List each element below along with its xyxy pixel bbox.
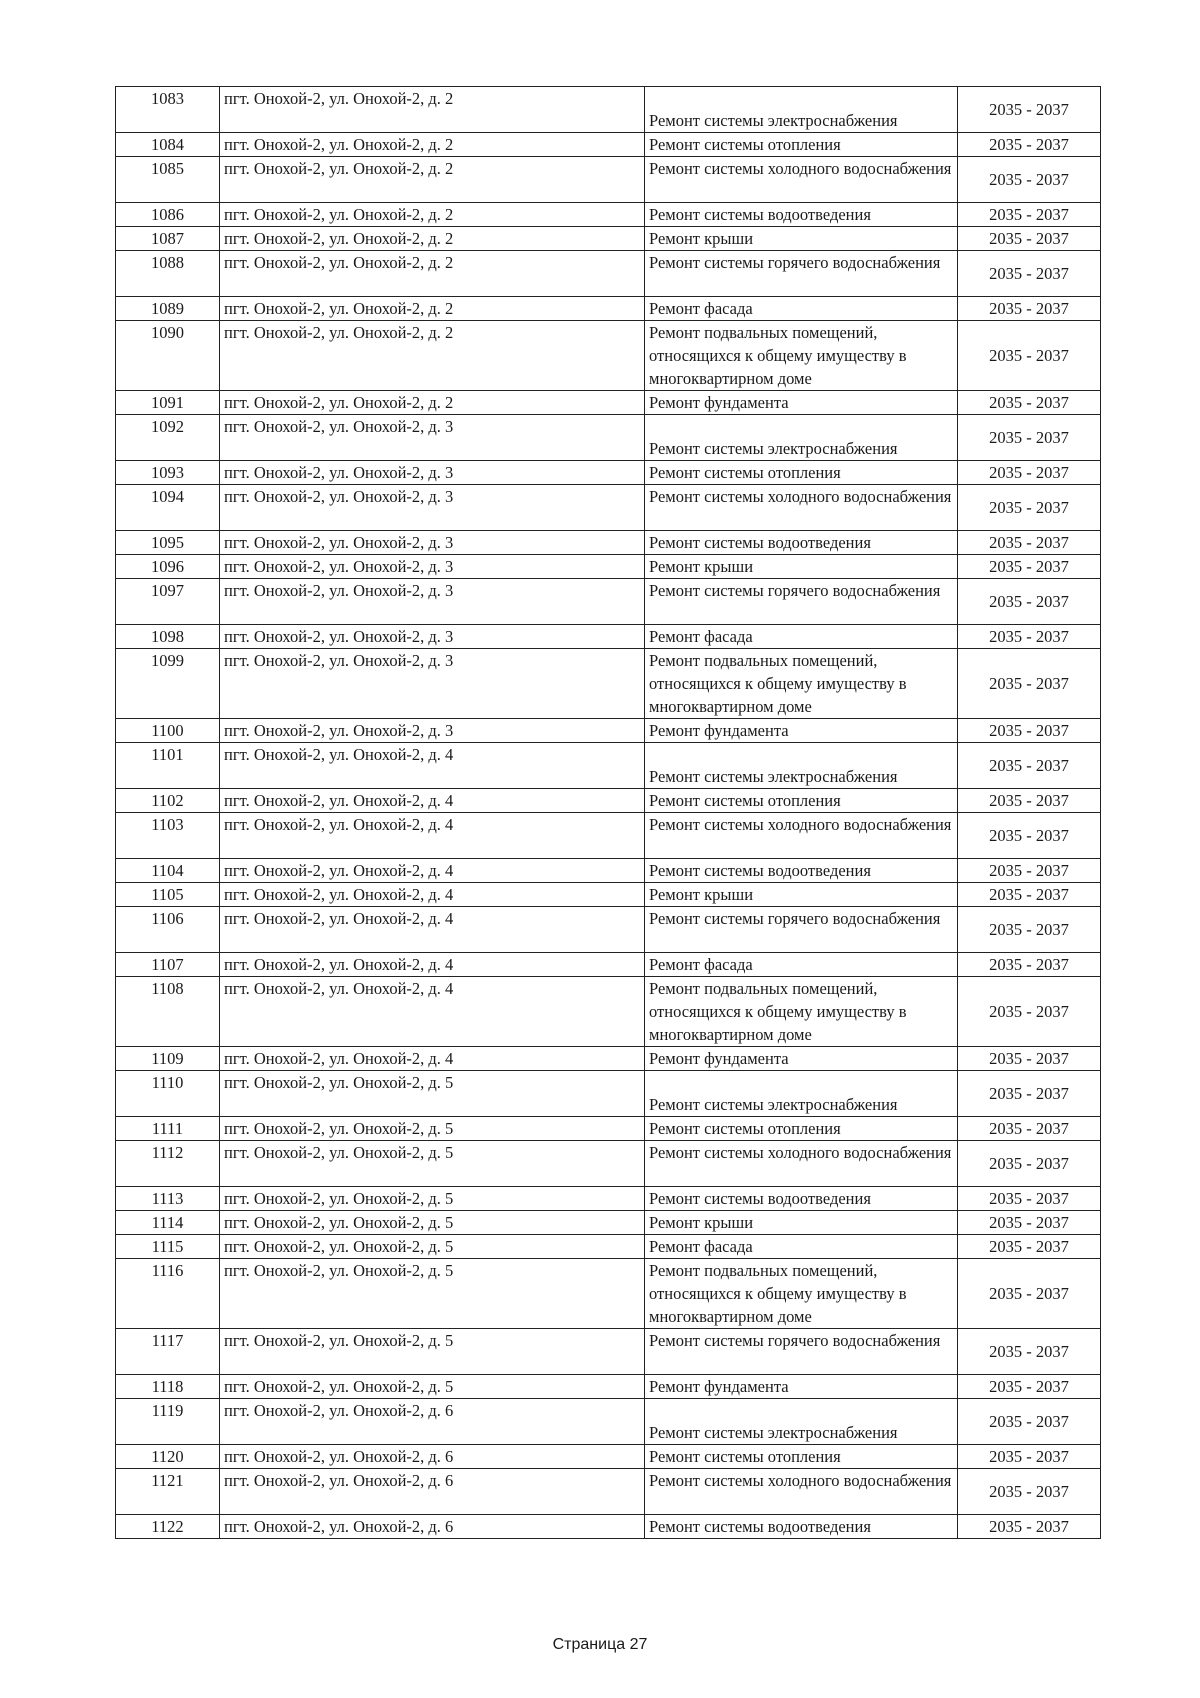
work-type-cell: Ремонт фундамента [645,1047,958,1071]
work-type-cell: Ремонт системы электроснабжения [645,415,958,461]
table-row [116,859,1101,883]
period-cell: 2035 - 2037 [958,391,1101,415]
address-cell: пгт. Онохой-2, ул. Онохой-2, д. 2 [220,227,645,251]
period-cell: 2035 - 2037 [958,133,1101,157]
page-number: Страница 27 [552,1636,648,1653]
table-row [116,203,1101,227]
row-number-cell: 1098 [116,625,220,649]
period-cell: 2035 - 2037 [958,1375,1101,1399]
work-type-cell: Ремонт системы отопления [645,133,958,157]
work-type-cell: Ремонт фасада [645,625,958,649]
row-number-cell: 1116 [116,1259,220,1329]
table-row [116,1515,1101,1539]
period-cell: 2035 - 2037 [958,719,1101,743]
row-number-cell: 1102 [116,789,220,813]
row-number-cell: 1112 [116,1141,220,1187]
table-row [116,1071,1101,1117]
row-number-cell: 1110 [116,1071,220,1117]
table-row [116,157,1101,203]
work-type-cell: Ремонт подвальных помещений, относящихся к общему имуществу в многоквартирном доме [645,1259,958,1329]
work-type-cell: Ремонт системы электроснабжения [645,87,958,133]
address-cell: пгт. Онохой-2, ул. Онохой-2, д. 2 [220,203,645,227]
work-type-cell: Ремонт системы холодного водоснабжения [645,1141,958,1187]
table-row [116,297,1101,321]
period-cell: 2035 - 2037 [958,1445,1101,1469]
table-row [116,907,1101,953]
work-type-cell: Ремонт системы отопления [645,1445,958,1469]
work-type-cell: Ремонт системы горячего водоснабжения [645,579,958,625]
row-number-cell: 1101 [116,743,220,789]
table-row [116,1235,1101,1259]
work-type-cell: Ремонт системы горячего водоснабжения [645,251,958,297]
address-cell: пгт. Онохой-2, ул. Онохой-2, д. 3 [220,625,645,649]
address-cell: пгт. Онохой-2, ул. Онохой-2, д. 2 [220,251,645,297]
work-type-cell: Ремонт системы водоотведения [645,1515,958,1539]
address-cell: пгт. Онохой-2, ул. Онохой-2, д. 5 [220,1071,645,1117]
row-number-cell: 1100 [116,719,220,743]
period-cell: 2035 - 2037 [958,1187,1101,1211]
row-number-cell: 1114 [116,1211,220,1235]
table-row [116,883,1101,907]
address-cell: пгт. Онохой-2, ул. Онохой-2, д. 6 [220,1445,645,1469]
row-number-cell: 1105 [116,883,220,907]
work-type-cell: Ремонт системы электроснабжения [645,743,958,789]
address-cell: пгт. Онохой-2, ул. Онохой-2, д. 5 [220,1211,645,1235]
period-cell: 2035 - 2037 [958,813,1101,859]
table-row [116,133,1101,157]
period-cell: 2035 - 2037 [958,907,1101,953]
work-type-cell: Ремонт крыши [645,883,958,907]
row-number-cell: 1121 [116,1469,220,1515]
period-cell: 2035 - 2037 [958,789,1101,813]
period-cell: 2035 - 2037 [958,1235,1101,1259]
table-row [116,1047,1101,1071]
table-row [116,227,1101,251]
period-cell: 2035 - 2037 [958,1071,1101,1117]
table-row [116,87,1101,133]
row-number-cell: 1083 [116,87,220,133]
row-number-cell: 1107 [116,953,220,977]
address-cell: пгт. Онохой-2, ул. Онохой-2, д. 4 [220,1047,645,1071]
address-cell: пгт. Онохой-2, ул. Онохой-2, д. 3 [220,555,645,579]
period-cell: 2035 - 2037 [958,1329,1101,1375]
address-cell: пгт. Онохой-2, ул. Онохой-2, д. 4 [220,813,645,859]
table-row [116,1187,1101,1211]
row-number-cell: 1091 [116,391,220,415]
table-row [116,719,1101,743]
address-cell: пгт. Онохой-2, ул. Онохой-2, д. 5 [220,1187,645,1211]
address-cell: пгт. Онохой-2, ул. Онохой-2, д. 4 [220,977,645,1047]
period-cell: 2035 - 2037 [958,953,1101,977]
row-number-cell: 1086 [116,203,220,227]
work-type-cell: Ремонт подвальных помещений, относящихся к общему имуществу в многоквартирном доме [645,321,958,391]
address-cell: пгт. Онохой-2, ул. Онохой-2, д. 4 [220,859,645,883]
table-row [116,977,1101,1047]
address-cell: пгт. Онохой-2, ул. Онохой-2, д. 3 [220,461,645,485]
work-type-cell: Ремонт крыши [645,1211,958,1235]
row-number-cell: 1097 [116,579,220,625]
period-cell: 2035 - 2037 [958,977,1101,1047]
row-number-cell: 1095 [116,531,220,555]
address-cell: пгт. Онохой-2, ул. Онохой-2, д. 4 [220,789,645,813]
row-number-cell: 1090 [116,321,220,391]
address-cell: пгт. Онохой-2, ул. Онохой-2, д. 3 [220,531,645,555]
period-cell: 2035 - 2037 [958,227,1101,251]
period-cell: 2035 - 2037 [958,1211,1101,1235]
period-cell: 2035 - 2037 [958,415,1101,461]
row-number-cell: 1092 [116,415,220,461]
address-cell: пгт. Онохой-2, ул. Онохой-2, д. 3 [220,719,645,743]
work-type-cell: Ремонт системы горячего водоснабжения [645,1329,958,1375]
work-type-cell: Ремонт фасада [645,297,958,321]
table-row [116,625,1101,649]
table-row [116,813,1101,859]
work-type-cell: Ремонт крыши [645,555,958,579]
period-cell: 2035 - 2037 [958,1047,1101,1071]
address-cell: пгт. Онохой-2, ул. Онохой-2, д. 2 [220,297,645,321]
work-type-cell: Ремонт системы холодного водоснабжения [645,1469,958,1515]
period-cell: 2035 - 2037 [958,461,1101,485]
period-cell: 2035 - 2037 [958,1399,1101,1445]
address-cell: пгт. Онохой-2, ул. Онохой-2, д. 6 [220,1399,645,1445]
work-type-cell: Ремонт системы водоотведения [645,203,958,227]
row-number-cell: 1103 [116,813,220,859]
address-cell: пгт. Онохой-2, ул. Онохой-2, д. 2 [220,157,645,203]
row-number-cell: 1087 [116,227,220,251]
address-cell: пгт. Онохой-2, ул. Онохой-2, д. 3 [220,415,645,461]
row-number-cell: 1122 [116,1515,220,1539]
works-table [115,86,1101,1539]
table-row [116,743,1101,789]
table-row [116,1141,1101,1187]
address-cell: пгт. Онохой-2, ул. Онохой-2, д. 4 [220,907,645,953]
table-row [116,485,1101,531]
address-cell: пгт. Онохой-2, ул. Онохой-2, д. 5 [220,1375,645,1399]
address-cell: пгт. Онохой-2, ул. Онохой-2, д. 5 [220,1141,645,1187]
row-number-cell: 1108 [116,977,220,1047]
table-row [116,415,1101,461]
period-cell: 2035 - 2037 [958,203,1101,227]
period-cell: 2035 - 2037 [958,883,1101,907]
table-row [116,1329,1101,1375]
period-cell: 2035 - 2037 [958,859,1101,883]
address-cell: пгт. Онохой-2, ул. Онохой-2, д. 3 [220,579,645,625]
work-type-cell: Ремонт системы горячего водоснабжения [645,907,958,953]
row-number-cell: 1115 [116,1235,220,1259]
table-row [116,953,1101,977]
work-type-cell: Ремонт системы холодного водоснабжения [645,485,958,531]
row-number-cell: 1111 [116,1117,220,1141]
table-row [116,391,1101,415]
address-cell: пгт. Онохой-2, ул. Онохой-2, д. 6 [220,1469,645,1515]
table-row [116,1259,1101,1329]
work-type-cell: Ремонт фасада [645,1235,958,1259]
address-cell: пгт. Онохой-2, ул. Онохой-2, д. 4 [220,883,645,907]
address-cell: пгт. Онохой-2, ул. Онохой-2, д. 2 [220,133,645,157]
table-row [116,1445,1101,1469]
row-number-cell: 1089 [116,297,220,321]
row-number-cell: 1096 [116,555,220,579]
period-cell: 2035 - 2037 [958,485,1101,531]
row-number-cell: 1119 [116,1399,220,1445]
period-cell: 2035 - 2037 [958,1515,1101,1539]
address-cell: пгт. Онохой-2, ул. Онохой-2, д. 2 [220,87,645,133]
work-type-cell: Ремонт подвальных помещений, относящихся к общему имуществу в многоквартирном доме [645,649,958,719]
table-row [116,321,1101,391]
work-type-cell: Ремонт системы водоотведения [645,1187,958,1211]
work-type-cell: Ремонт системы отопления [645,789,958,813]
period-cell: 2035 - 2037 [958,1259,1101,1329]
row-number-cell: 1088 [116,251,220,297]
row-number-cell: 1109 [116,1047,220,1071]
work-type-cell: Ремонт фундамента [645,1375,958,1399]
period-cell: 2035 - 2037 [958,1117,1101,1141]
table-row [116,251,1101,297]
row-number-cell: 1093 [116,461,220,485]
row-number-cell: 1104 [116,859,220,883]
period-cell: 2035 - 2037 [958,251,1101,297]
address-cell: пгт. Онохой-2, ул. Онохой-2, д. 5 [220,1329,645,1375]
table-row [116,789,1101,813]
address-cell: пгт. Онохой-2, ул. Онохой-2, д. 5 [220,1259,645,1329]
table-row [116,649,1101,719]
work-type-cell: Ремонт фундамента [645,391,958,415]
row-number-cell: 1120 [116,1445,220,1469]
row-number-cell: 1118 [116,1375,220,1399]
address-cell: пгт. Онохой-2, ул. Онохой-2, д. 2 [220,321,645,391]
work-type-cell: Ремонт крыши [645,227,958,251]
period-cell: 2035 - 2037 [958,157,1101,203]
table-row [116,461,1101,485]
table-row [116,1375,1101,1399]
period-cell: 2035 - 2037 [958,297,1101,321]
work-type-cell: Ремонт подвальных помещений, относящихся к общему имуществу в многоквартирном доме [645,977,958,1047]
period-cell: 2035 - 2037 [958,649,1101,719]
address-cell: пгт. Онохой-2, ул. Онохой-2, д. 4 [220,953,645,977]
work-type-cell: Ремонт системы электроснабжения [645,1399,958,1445]
work-type-cell: Ремонт системы отопления [645,1117,958,1141]
period-cell: 2035 - 2037 [958,625,1101,649]
table-row [116,555,1101,579]
row-number-cell: 1117 [116,1329,220,1375]
work-type-cell: Ремонт фасада [645,953,958,977]
table-row [116,1469,1101,1515]
works-table-body [116,87,1101,1539]
row-number-cell: 1094 [116,485,220,531]
period-cell: 2035 - 2037 [958,579,1101,625]
row-number-cell: 1106 [116,907,220,953]
period-cell: 2035 - 2037 [958,555,1101,579]
period-cell: 2035 - 2037 [958,531,1101,555]
period-cell: 2035 - 2037 [958,743,1101,789]
work-type-cell: Ремонт системы водоотведения [645,531,958,555]
table-row [116,1399,1101,1445]
address-cell: пгт. Онохой-2, ул. Онохой-2, д. 2 [220,391,645,415]
table-row [116,579,1101,625]
period-cell: 2035 - 2037 [958,87,1101,133]
work-type-cell: Ремонт фундамента [645,719,958,743]
period-cell: 2035 - 2037 [958,321,1101,391]
address-cell: пгт. Онохой-2, ул. Онохой-2, д. 3 [220,649,645,719]
address-cell: пгт. Онохой-2, ул. Онохой-2, д. 5 [220,1235,645,1259]
address-cell: пгт. Онохой-2, ул. Онохой-2, д. 6 [220,1515,645,1539]
address-cell: пгт. Онохой-2, ул. Онохой-2, д. 3 [220,485,645,531]
work-type-cell: Ремонт системы отопления [645,461,958,485]
address-cell: пгт. Онохой-2, ул. Онохой-2, д. 4 [220,743,645,789]
work-type-cell: Ремонт системы холодного водоснабжения [645,813,958,859]
work-type-cell: Ремонт системы электроснабжения [645,1071,958,1117]
row-number-cell: 1099 [116,649,220,719]
work-type-cell: Ремонт системы водоотведения [645,859,958,883]
table-row [116,531,1101,555]
table-row [116,1211,1101,1235]
row-number-cell: 1084 [116,133,220,157]
row-number-cell: 1085 [116,157,220,203]
row-number-cell: 1113 [116,1187,220,1211]
address-cell: пгт. Онохой-2, ул. Онохой-2, д. 5 [220,1117,645,1141]
table-row [116,1117,1101,1141]
period-cell: 2035 - 2037 [958,1141,1101,1187]
period-cell: 2035 - 2037 [958,1469,1101,1515]
work-type-cell: Ремонт системы холодного водоснабжения [645,157,958,203]
